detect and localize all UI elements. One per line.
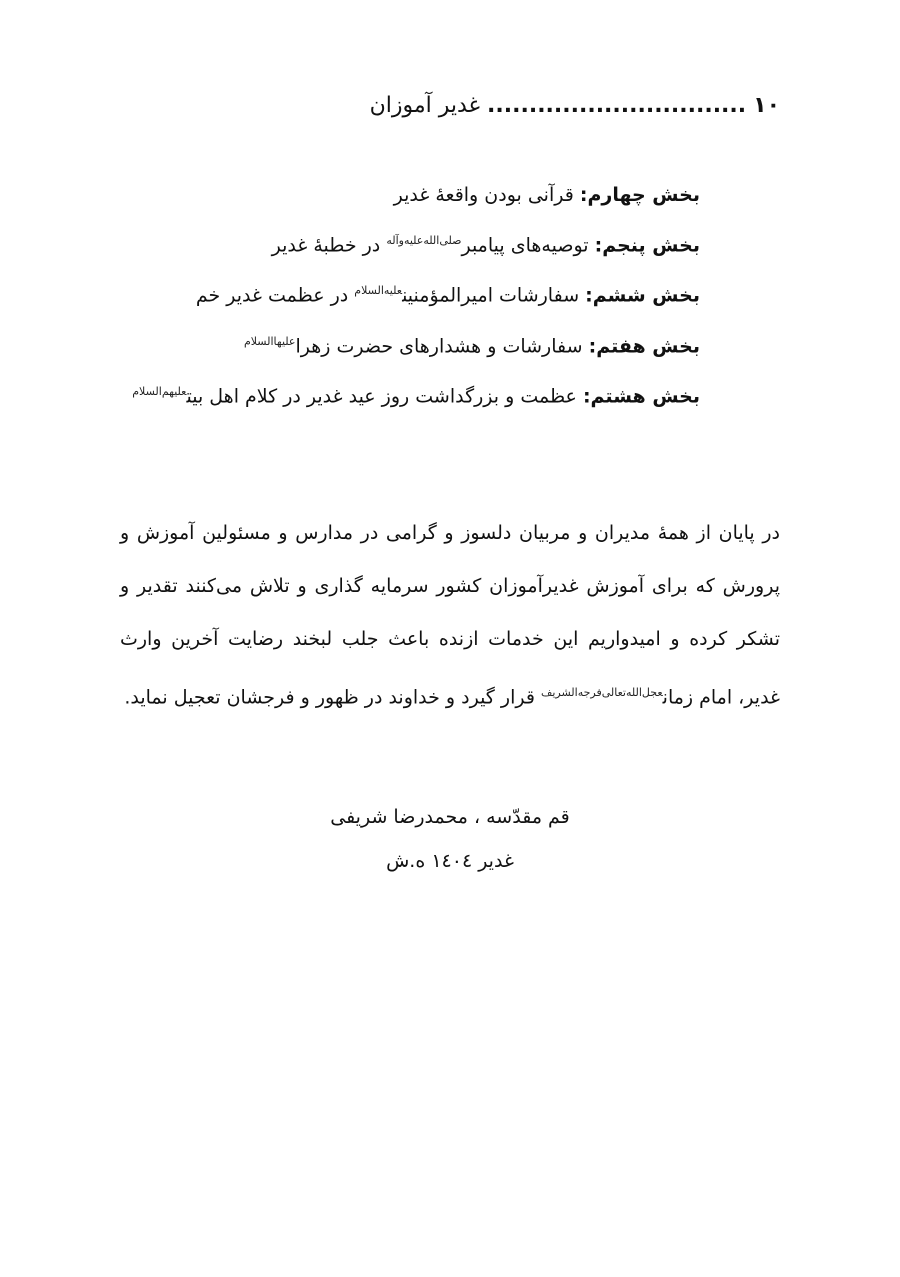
section-label: بخش ششم: [585,284,700,307]
running-header [120,86,780,126]
section-item [120,369,700,419]
honorific-ligature: عجل‌الله‌تعالی‌فرجه‌الشریف [540,686,663,699]
section-item [120,319,700,369]
book-title: غدیر آموزان [369,93,481,118]
signature-place-author: قم مقدّسه ، محمدرضا شریفی [330,806,570,828]
section-text: سفارشات امیرالمؤمنین [402,284,580,307]
signature-date: غدیر ١٤٠٤ ه.ش [386,850,514,872]
section-item [120,268,700,318]
honorific-ligature: علیهم‌السلام [132,384,187,398]
section-text-after: در عظمت غدیر خم [195,284,349,307]
section-label: بخش چهارم: [579,184,700,206]
honorific-ligature: صلی‌الله‌علیه‌وآله [386,234,462,247]
section-text: توصیه‌های پیامبر [461,234,589,257]
section-text-after: در خطبهٔ غدیر [271,234,381,257]
section-text: قرآنی بودن واقعهٔ غدیر [393,184,574,206]
paragraph-text-after: قرار گیرد و خداوند در ظهور و فرجشان تعجیل نماید. [124,686,535,709]
section-item [120,172,700,218]
paragraph-text: در پایان از همهٔ مدیران و مربیان دلسوز و گرامی در مدارس و مسئولین آموزش و پرورش که برای آموزش غدیرآموزان کشور سرمایه گذاری و تلاش می‌کنند تقدیر و تشکر کرده و امیدواریم این خدمات ازنده باعث جلب لبخند رضایت آخرین وارث غدیر، امام زمان [120,522,780,709]
section-label: بخش هشتم: [582,385,700,408]
section-label: بخش هفتم: [588,334,700,357]
section-text: سفارشات و هشدارهای حضرت زهرا [295,334,583,357]
sections-list [120,172,700,419]
section-text: عظمت و بزرگداشت روز عید غدیر در کلام اهل بیت [186,385,577,408]
header-leader-dots: ............................... [487,93,747,118]
signature-block [0,795,900,883]
honorific-ligature: علیه‌السلام [354,284,403,298]
section-item [120,218,700,268]
honorific-ligature: علیهاالسلام [243,334,296,348]
page-number: ١٠ [753,93,780,118]
closing-paragraph [120,507,780,724]
section-label: بخش پنجم: [594,234,700,257]
